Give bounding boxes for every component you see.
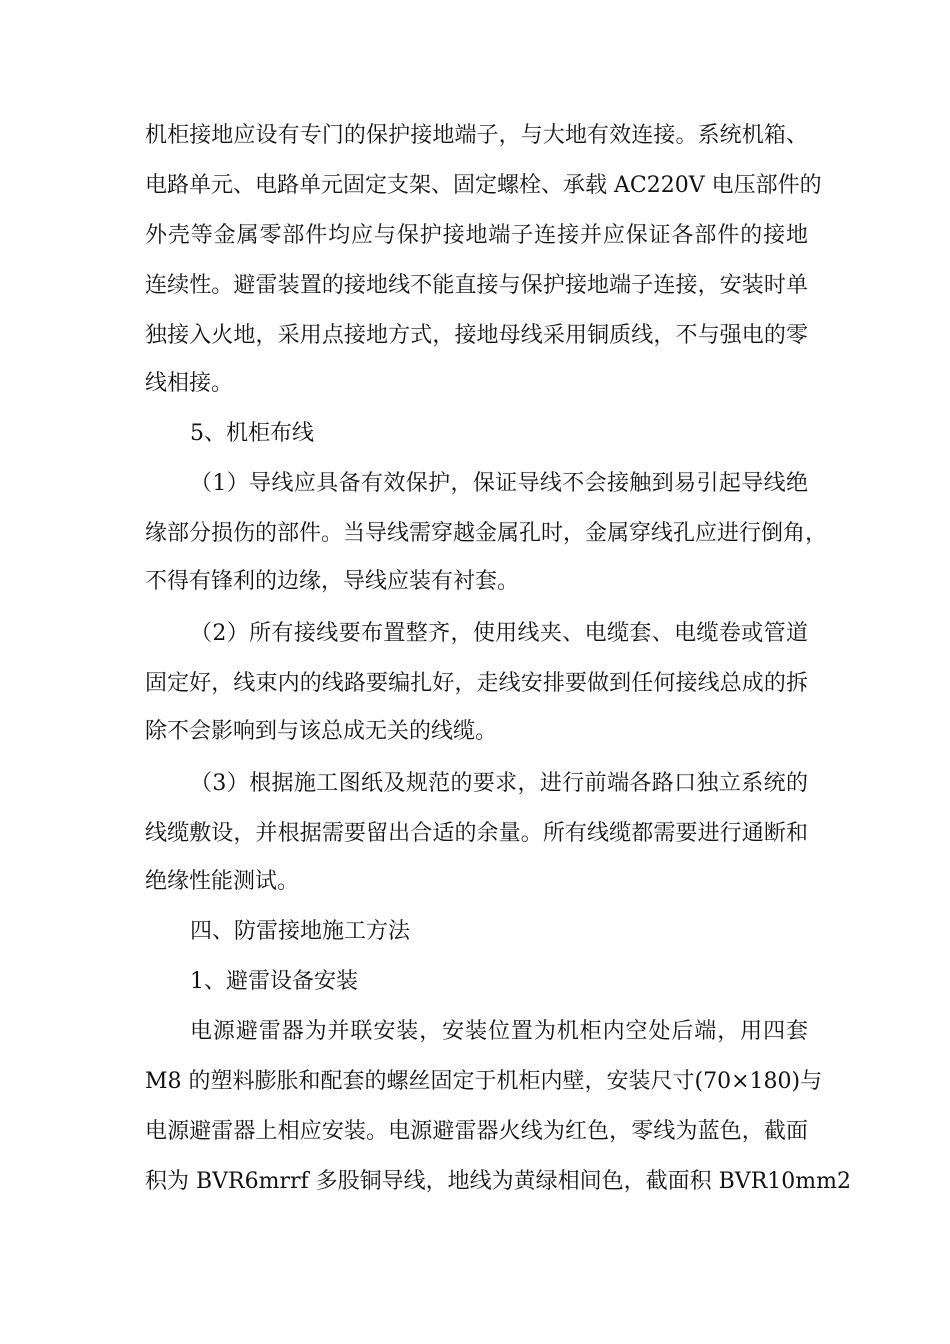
paragraph-line: 电源避雷器上相应安装。电源避雷器火线为红色，零线为蓝色，截面 bbox=[145, 1119, 808, 1144]
subsection-heading: 1、避雷设备安装 bbox=[190, 969, 358, 994]
paragraph-line: 线缆敷设，并根据需要留出合适的余量。所有线缆都需要进行通断和 bbox=[145, 821, 808, 846]
paragraph-line: 机柜接地应设有专门的保护接地端子，与大地有效连接。系统机箱、 bbox=[145, 123, 808, 148]
paragraph-line: 连续性。避雷装置的接地线不能直接与保护接地端子连接，安装时单 bbox=[145, 273, 808, 298]
paragraph-line: （2）所有接线要布置整齐，使用线夹、电缆套、电缆卷或管道 bbox=[190, 621, 808, 646]
paragraph-line: 不得有锋利的边缘，导线应装有衬套。 bbox=[145, 569, 520, 594]
paragraph-line: M8 的塑料膨胀和配套的螺丝固定于机柜内壁，安装尺寸(70×180)与 bbox=[145, 1069, 823, 1094]
paragraph-line: （1）导线应具备有效保护，保证导线不会接触到易引起导线绝 bbox=[190, 471, 808, 496]
section-heading: 四、防雷接地施工方法 bbox=[190, 919, 411, 944]
paragraph-line: 除不会影响到与该总成无关的线缆。 bbox=[145, 719, 498, 744]
paragraph-line: 电路单元、电路单元固定支架、固定螺栓、承载 AC220V 电压部件的 bbox=[145, 173, 822, 198]
paragraph-line: 外壳等金属零部件均应与保护接地端子连接并应保证各部件的接地 bbox=[145, 223, 808, 248]
paragraph-line: （3）根据施工图纸及规范的要求，进行前端各路口独立系统的 bbox=[190, 771, 808, 796]
paragraph-line: 缘部分损伤的部件。当导线需穿越金属孔时，金属穿线孔应进行倒角， bbox=[145, 521, 828, 546]
section-heading: 5、机柜布线 bbox=[190, 421, 314, 446]
paragraph-line: 线相接。 bbox=[145, 371, 234, 396]
paragraph-line: 独接入火地，采用点接地方式，接地母线采用铜质线，不与强电的零 bbox=[145, 323, 808, 348]
paragraph-line: 电源避雷器为并联安装，安装位置为机柜内空处后端，用四套 bbox=[190, 1019, 808, 1044]
paragraph-line: 绝缘性能测试。 bbox=[145, 869, 300, 894]
paragraph-line: 固定好，线束内的线路要编扎好，走线安排要做到任何接线总成的拆 bbox=[145, 671, 808, 696]
paragraph-line: 积为 BVR6mrrf 多股铜导线，地线为黄绿相间色，截面积 BVR10mm2 bbox=[145, 1169, 851, 1194]
